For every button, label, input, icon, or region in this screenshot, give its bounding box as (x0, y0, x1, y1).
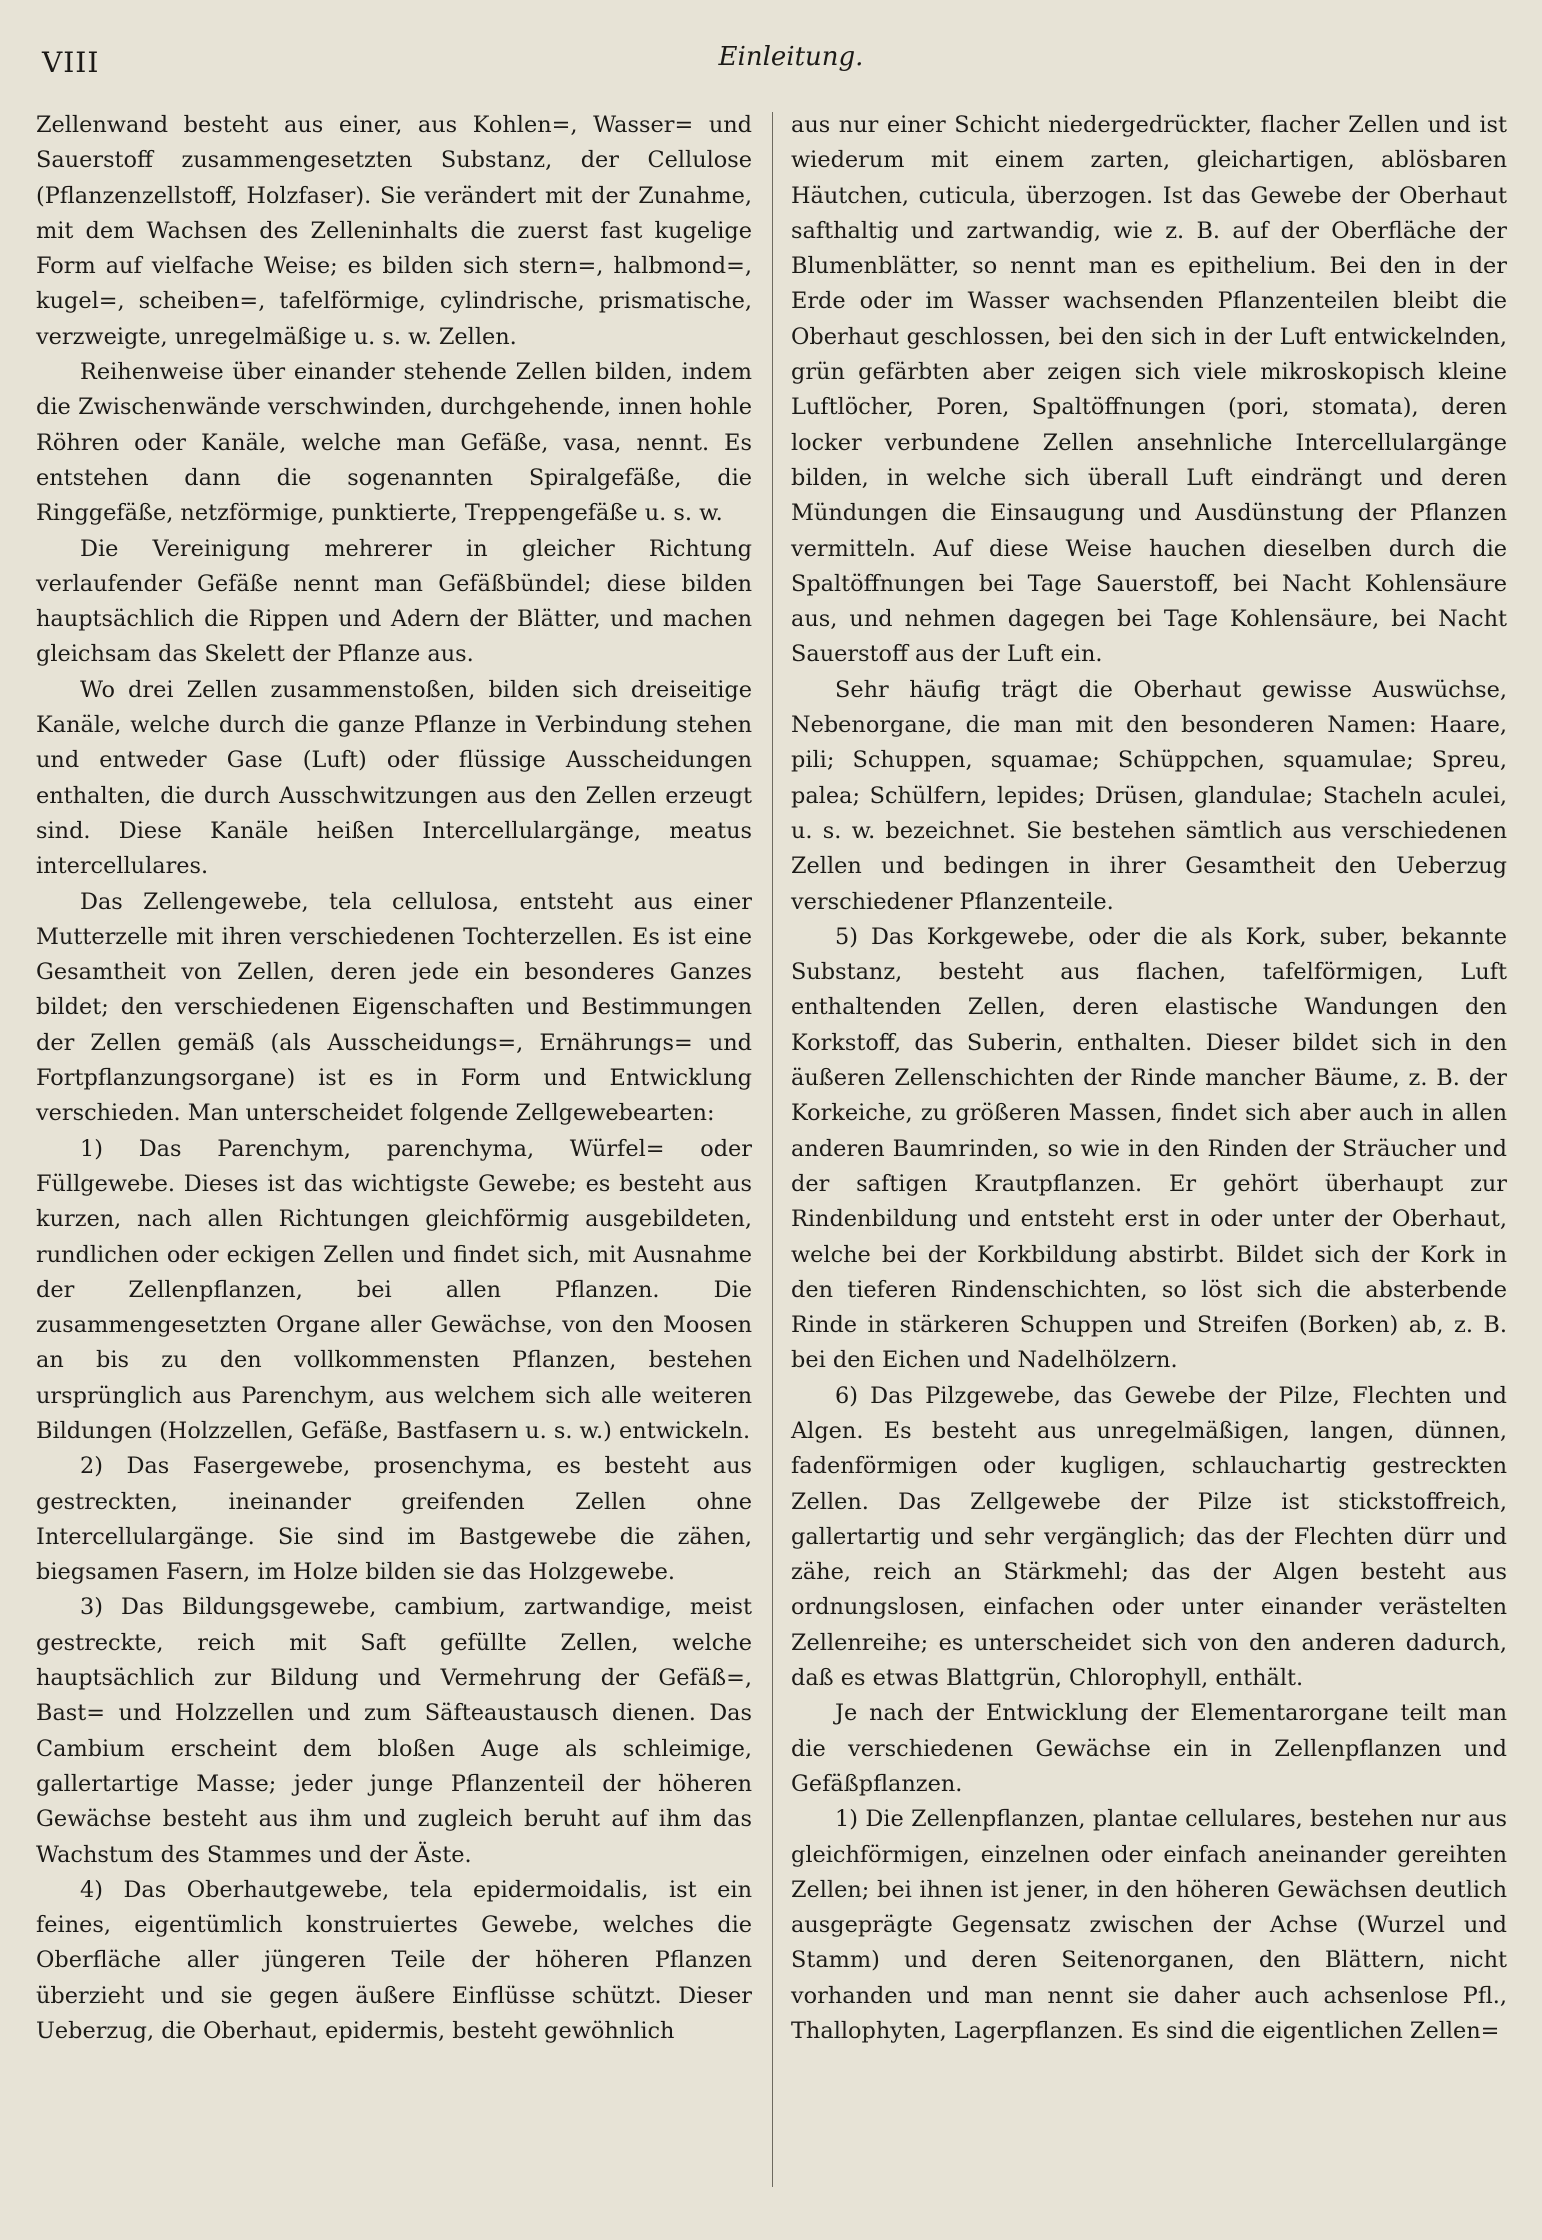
paragraph: Sehr häufig trägt die Oberhaut gewisse Auswüchse, Nebenorgane, die man mit den besonderen Namen: Haare, pili; Schuppen, squamae; Schüppchen, squamulae; Spreu, palea; Schülfern, lepides; Drüsen, glandulae; Stacheln aculei, u. s. w. bezeichnet. Sie bestehen sämtlich aus verschiedenen Zellen und bedingen in ihrer Gesamtheit den Ueberzug verschiedener Pflanzenteile. (791, 676, 1507, 915)
paragraph: Das Zellengewebe, tela cellulosa, entsteht aus einer Mutterzelle mit ihren verschiedenen Tochterzellen. Es ist eine Gesamtheit von Zellen, deren jede ein besonderes Ganzes bildet; den verschiedenen Eigenschaften und Bestimmungen der Zellen gemäß (als Ausscheidungs=, Ernährungs= und Fortpflanzungsorgane) ist es in Form und Entwicklung verschieden. Man unterscheidet folgende Zellgewebearten: (36, 888, 752, 1127)
column-divider (772, 112, 773, 2187)
paragraph: Wo drei Zellen zusammenstoßen, bilden sich dreiseitige Kanäle, welche durch die ganze Pflanze in Verbindung stehen und entweder Gase (Luft) oder flüssige Ausscheidungen enthalten, die durch Ausschwitzungen aus den Zellen erzeugt sind. Diese Kanäle heißen Intercellulargänge, meatus intercellulares. (36, 676, 752, 880)
paragraph: Zellenwand besteht aus einer, aus Kohlen=, Wasser= und Sauerstoff zusammengesetzten Substanz, der Cellulose (Pflanzenzellstoff, Holzfaser). Sie verändert mit der Zunahme, mit dem Wachsen des Zelleninhalts die zuerst fast kugelige Form auf vielfache Weise; es bilden sich stern=, halbmond=, kugel=, scheiben=, tafelförmige, cylindrische, prismatische, verzweigte, unregelmäßige u. s. w. Zellen. (36, 112, 752, 350)
page-header (0, 0, 1542, 110)
paragraph: 3) Das Bildungsgewebe, cambium, zartwandige, meist gestreckte, reich mit Saft gefüllte Zellen, welche hauptsächlich zur Bildung und Vermehrung der Gefäß=, Bast= und Holzzellen und zum Säfteaustausch dienen. Das Cambium erscheint dem bloßen Auge als schleimige, gallertartige Masse; jeder junge Pflanzenteil der höheren Gewächse besteht aus ihm und zugleich beruht auf ihm das Wachstum des Stammes und der Äste. (36, 1594, 752, 1868)
left-column (36, 108, 752, 2049)
running-title: Einleitung. (718, 42, 864, 72)
paragraph: 5) Das Korkgewebe, oder die als Kork, suber, bekannte Substanz, besteht aus flachen, tafelförmigen, Luft enthaltenden Zellen, deren elastische Wandungen den Korkstoff, das Suberin, enthalten. Dieser bildet sich in den äußeren Zellenschichten der Rinde mancher Bäume, z. B. der Korkeiche, zu größeren Massen, findet sich aber auch in allen anderen Baumrinden, so wie in den Rinden der Sträucher und der saftigen Krautpflanzen. Er gehört überhaupt zur Rindenbildung und entsteht erst in oder unter der Oberhaut, welche bei der Korkbildung abstirbt. Bildet sich der Kork in den tieferen Rindenschichten, so löst sich die absterbende Rinde in stärkeren Schuppen und Streifen (Borken) ab, z. B. bei den Eichen und Nadelhölzern. (791, 923, 1507, 1374)
paragraph: 4) Das Oberhautgewebe, tela epidermoidalis, ist ein feines, eigentümlich konstruiertes Gewebe, welches die Oberfläche aller jüngeren Teile der höheren Pflanzen überzieht und sie gegen äußere Einflüsse schützt. Dieser Ueberzug, die Oberhaut, epidermis, besteht gewöhnlich (36, 1876, 752, 2045)
paragraph: Die Vereinigung mehrerer in gleicher Richtung verlaufender Gefäße nennt man Gefäßbündel; diese bilden hauptsächlich die Rippen und Adern der Blätter, und machen gleichsam das Skelett der Pflanze aus. (36, 535, 752, 668)
page-number: VIII (42, 46, 100, 79)
paragraph: Je nach der Entwicklung der Elementarorgane teilt man die verschiedenen Gewächse ein in Zellenpflanzen und Gefäßpflanzen. (791, 1700, 1507, 1797)
right-column (791, 108, 1507, 2049)
paragraph: 1) Die Zellenpflanzen, plantae cellulares, bestehen nur aus gleichförmigen, einzelnen oder einfach aneinander gereihten Zellen; bei ihnen ist jener, in den höheren Gewächsen deutlich ausgeprägte Gegensatz zwischen der Achse (Wurzel und Stamm) und deren Seitenorganen, den Blättern, nicht vorhanden und man nennt sie daher auch achsenlose Pfl., Thallophyten, Lagerpflanzen. Es sind die eigentlichen Zellen= (791, 1806, 1507, 2045)
paragraph: 1) Das Parenchym, parenchyma, Würfel= oder Füllgewebe. Dieses ist das wichtigste Gewebe; es besteht aus kurzen, nach allen Richtungen gleichförmig ausgebildeten, rundlichen oder eckigen Zellen und findet sich, mit Ausnahme der Zellenpflanzen, bei allen Pflanzen. Die zusammengesetzten Organe aller Gewächse, von den Moosen an bis zu den vollkommensten Pflanzen, bestehen ursprünglich aus Parenchym, aus welchem sich alle weiteren Bildungen (Holzzellen, Gefäße, Bastfasern u. s. w.) entwickeln. (36, 1135, 752, 1444)
paragraph: Reihenweise über einander stehende Zellen bilden, indem die Zwischenwände verschwinden, durchgehende, innen hohle Röhren oder Kanäle, welche man Gefäße, vasa, nennt. Es entstehen dann die sogenannten Spiralgefäße, die Ringgefäße, netzförmige, punktierte, Treppengefäße u. s. w. (36, 359, 752, 527)
paragraph: 6) Das Pilzgewebe, das Gewebe der Pilze, Flechten und Algen. Es besteht aus unregelmäßigen, langen, dünnen, fadenförmigen oder kugligen, schlauchartig gestreckten Zellen. Das Zellgewebe der Pilze ist stickstoffreich, gallertartig und sehr vergänglich; das der Flechten dürr und zähe, reich an Stärkmehl; das der Algen besteht aus ordnungslosen, einfachen oder unter einander verästelten Zellenreihe; es unterscheidet sich von den anderen dadurch, daß es etwas Blattgrün, Chlorophyll, enthält. (791, 1382, 1507, 1692)
paragraph: 2) Das Fasergewebe, prosenchyma, es besteht aus gestreckten, ineinander greifenden Zellen ohne Intercellulargänge. Sie sind im Bastgewebe die zähen, biegsamen Fasern, im Holze bilden sie das Holzgewebe. (36, 1453, 752, 1586)
paragraph: aus nur einer Schicht niedergedrückter, flacher Zellen und ist wiederum mit einem zarten, gleichartigen, ablösbaren Häutchen, cuticula, überzogen. Ist das Gewebe der Oberhaut safthaltig und zartwandig, wie z. B. auf der Oberfläche der Blumenblätter, so nennt man es epithelium. Bei den in der Erde oder im Wasser wachsenden Pflanzenteilen bleibt die Oberhaut geschlossen, bei den sich in der Luft entwickelnden, grün gefärbten aber zeigen sich viele mikroskopisch kleine Luftlöcher, Poren, Spaltöffnungen (pori, stomata), deren locker verbundene Zellen ansehnliche Intercellulargänge bilden, in welche sich überall Luft eindrängt und deren Mündungen die Einsaugung und Ausdünstung der Pflanzen vermitteln. Auf diese Weise hauchen dieselben durch die Spaltöffnungen bei Tage Sauerstoff, bei Nacht Kohlensäure aus, und nehmen dagegen bei Tage Kohlensäure, bei Nacht Sauerstoff aus der Luft ein. (791, 112, 1507, 668)
